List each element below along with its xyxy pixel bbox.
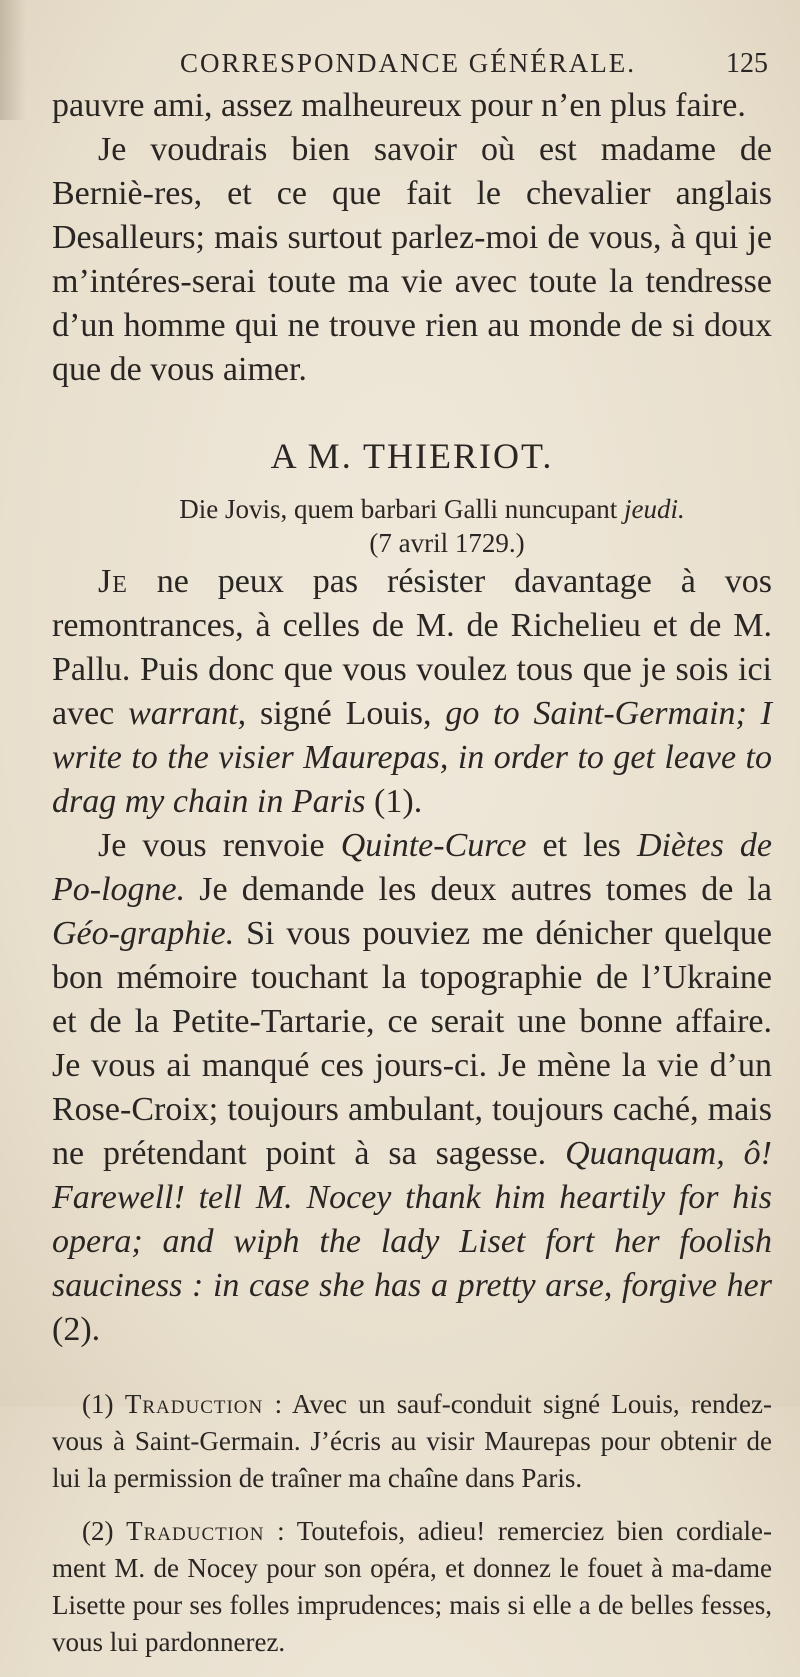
footnote-ref-2: (2). xyxy=(52,1311,101,1348)
footnote-1 xyxy=(52,1386,772,1497)
footnotes xyxy=(52,1386,772,1661)
para2-english-passage: Quanquam, ô! Farewell! tell M. Nocey thank him heartily for his opera; and wiph the lady Liset fort her foolish sauciness : in case she has a pretty arse, forgive her xyxy=(52,1135,772,1304)
page-edge-stain xyxy=(0,0,26,120)
footnote-ref-1: (1). xyxy=(365,783,423,820)
opening-paragraph: Je voudrais bien savoir où est madame de Berniè-res, et ce que fait le chevalier anglais Desalleurs; mais surtout parlez-moi de vous, à qui je m’intéres-serai toute ma vie avec toute la tendresse d’un homme qui ne trouve rien au monde de si doux que de vous aimer. xyxy=(52,131,772,388)
footnote-1-label: Traduction xyxy=(124,1389,264,1419)
continued-line: pauvre ami, assez malheureux pour n’en plus faire. xyxy=(52,87,746,124)
page-header xyxy=(52,30,772,84)
para2-italic-geographie: Géo-graphie. xyxy=(52,915,235,952)
para1-text-2: signé Louis, xyxy=(246,695,446,732)
letter-paragraph-2 xyxy=(52,824,772,1352)
footnote-2-text: : Toutefois, adieu! remerciez bien cordiale-ment M. de Nocey pour son opéra, et donnez le fouet à ma-dame Lisette pour ses folles imprudences; mais si elle a de belles fesses, vous lui pardonnerez. xyxy=(52,1516,772,1657)
footnote-2 xyxy=(52,1513,772,1661)
para1-english-passage: go to Saint-Germain; I write to the visier Maurepas, in order to get leave to drag my chain in Paris xyxy=(52,695,772,820)
epigraph-text: Die Jovis, quem barbari Galli nuncupant xyxy=(179,494,624,524)
book-page xyxy=(52,30,772,1677)
footnote-1-text: : Avec un sauf-conduit signé Louis, rendez-vous à Saint-Germain. J’écris au visir Maurepas pour obtenir de lui la permission de traîner ma chaîne dans Paris. xyxy=(52,1389,772,1493)
page-number: 125 xyxy=(726,48,768,79)
letter-heading: A M. THIERIOT. xyxy=(270,436,554,476)
footnote-1-marker: (1) xyxy=(82,1389,125,1419)
opening-word: Je xyxy=(98,563,128,600)
main-text xyxy=(52,84,772,1352)
epigraph-italic: jeudi. xyxy=(623,494,685,524)
para2-text-1: Je vous renvoie xyxy=(98,827,341,864)
footnote-2-marker: (2) xyxy=(82,1516,127,1546)
running-title: CORRESPONDANCE GÉNÉRALE. xyxy=(180,48,637,78)
para1-text: ne peux pas résister davantage à vos remontrances, à celles de M. de Richelieu et de M. Pallu. Puis donc que vous voulez tous que je sois ici avec xyxy=(52,563,772,732)
letter-paragraph-1 xyxy=(52,560,772,824)
epigraph xyxy=(92,492,772,526)
para2-text-4: Si vous pouviez me dénicher quelque bon mémoire touchant la topographie de l’Ukraine et de la Petite-Tartarie, ce serait une bonne affaire. Je vous ai manqué ces jours-ci. Je mène la vie d’un Rose-Croix; toujours ambulant, toujours caché, mais ne prétendant point à sa sagesse. xyxy=(52,915,772,1172)
footnote-2-label: Traduction xyxy=(126,1516,265,1546)
para2-italic-quinte-curce: Quinte-Curce xyxy=(340,827,527,864)
para2-text-2: et les xyxy=(526,827,637,864)
para2-italic-dietes: Diètes de Po-logne. xyxy=(52,827,772,908)
para2-text-3: Je demande les deux autres tomes de la xyxy=(185,871,772,908)
letter-date: (7 avril 1729.) xyxy=(369,528,525,558)
para1-italic-warrant: warrant, xyxy=(128,695,247,732)
